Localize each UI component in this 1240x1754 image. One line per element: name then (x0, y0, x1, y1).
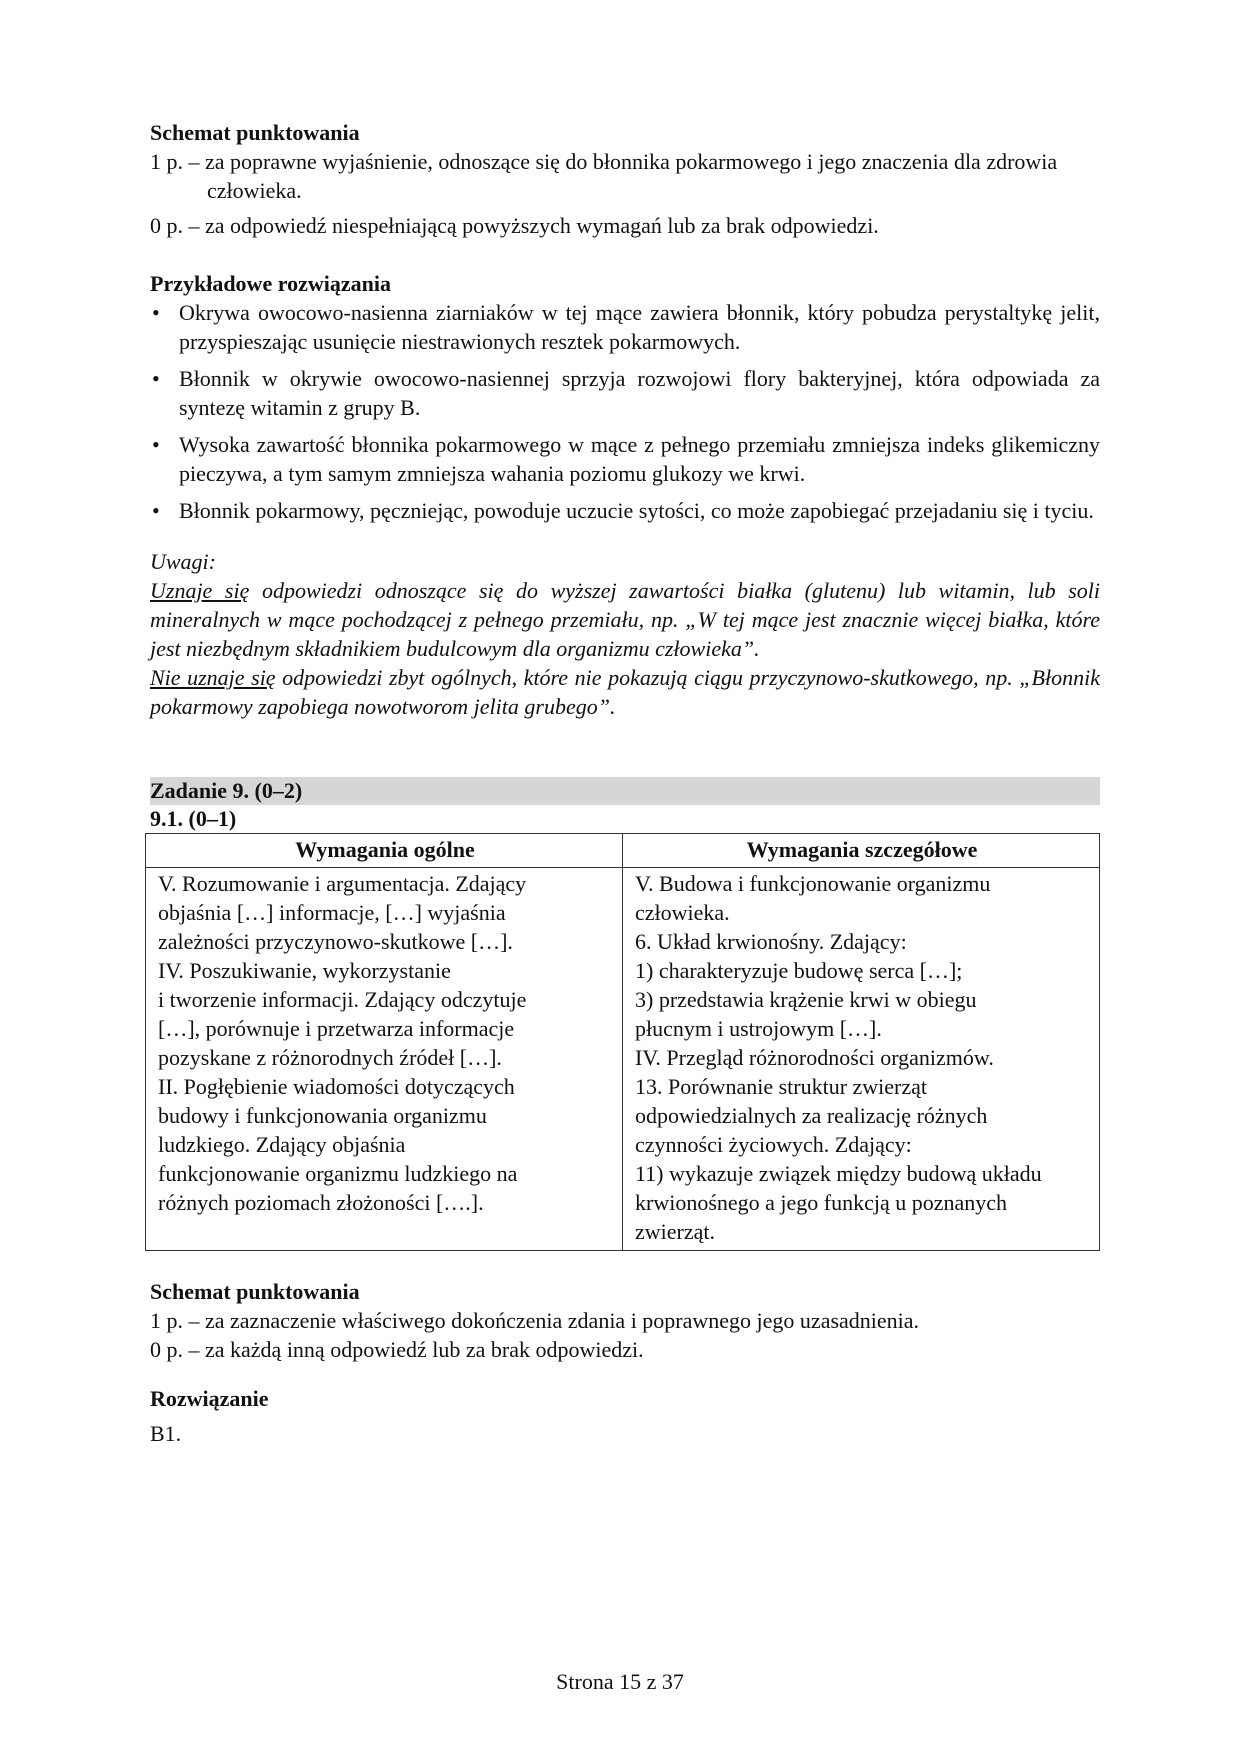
example-solutions-list (150, 298, 1100, 525)
header-detailed: Wymagania szczegółowe (623, 834, 1100, 868)
notes-block (150, 547, 1100, 721)
bullet-icon: • (152, 300, 160, 325)
cell-line: czynności życiowych. Zdający: (635, 1132, 912, 1157)
scoring-heading-2: Schemat punktowania (150, 1279, 360, 1304)
detailed-requirements-cell (623, 868, 1100, 1251)
cell-line: funkcjonowanie organizmu ludzkiego na (158, 1161, 518, 1186)
cell-line: 6. Układ krwionośny. Zdający: (635, 929, 907, 954)
cell-line: II. Pogłębienie wiadomości dotyczących (158, 1074, 515, 1099)
cell-line: odpowiedzialnych za realizację różnych (635, 1103, 988, 1128)
cell-line: V. Budowa i funkcjonowanie organizmu (635, 871, 991, 896)
cell-line: budowy i funkcjonowania organizmu (158, 1103, 487, 1128)
cell-line: […], porównuje i przetwarza informacje (158, 1016, 515, 1041)
scoring-line-1p: 1 p. – za poprawne wyjaśnienie, odnoszące się do błonnika pokarmowego i jego znaczenia dla zdrowia człowieka. (150, 149, 1058, 203)
cell-line: objaśnia […] informacje, […] wyjaśnia (158, 900, 506, 925)
table-header-row (146, 834, 1100, 868)
solution-heading: Rozwiązanie (150, 1386, 269, 1411)
cell-line: 1) charakteryzuje budowę serca […]; (635, 958, 963, 983)
list-item (150, 364, 1100, 422)
cell-line: IV. Poszukiwanie, wykorzystanie (158, 958, 451, 983)
cell-line: płucnym i ustrojowym […]. (635, 1016, 882, 1041)
cell-line: człowieka. (635, 900, 730, 925)
cell-line: zależności przyczynowo-skutkowe […]. (158, 929, 513, 954)
cell-line: pozyskane z różnorodnych źródeł […]. (158, 1045, 502, 1070)
notes-accepted (150, 576, 1100, 663)
cell-line: krwionośnego a jego funkcją u poznanych (635, 1190, 1008, 1215)
cell-line: i tworzenie informacji. Zdający odczytuje (158, 987, 527, 1012)
bullet-icon: • (152, 498, 160, 523)
bullet-icon: • (152, 366, 160, 391)
cell-line: 13. Porównanie struktur zwierząt (635, 1074, 928, 1099)
page-number: Strona 15 z 37 (556, 1669, 684, 1694)
list-item (150, 496, 1100, 525)
solution-answer: B1. (150, 1421, 182, 1446)
document-page (150, 118, 1100, 1448)
list-item-text: Wysoka zawartość błonnika pokarmowego w mące z pełnego przemiału zmniejsza indeks glikemiczny pieczywa, a tym samym zmniejsza wahania poziomu glukozy we krwi. (179, 432, 1100, 486)
list-item (150, 430, 1100, 488)
scoring-line-0p: 0 p. – za każdą inną odpowiedź lub za brak odpowiedzi. (150, 1337, 644, 1362)
accepted-label: Uznaje się (150, 578, 250, 603)
cell-line: ludzkiego. Zdający objaśnia (158, 1132, 406, 1157)
list-item-text: Okrywa owocowo-nasienna ziarniaków w tej mące zawiera błonnik, który pobudza perystaltykę jelit, przyspieszając usunięcie niestrawionych resztek pokarmowych. (179, 300, 1100, 354)
cell-line: 11) wykazuje związek między budową układu (635, 1161, 1042, 1186)
list-item-text: Błonnik w okrywie owocowo-nasiennej sprzyja rozwojowi flory bakteryjnej, która odpowiada za syntezę witamin z grupy B. (179, 366, 1100, 420)
list-item (150, 298, 1100, 356)
cell-line: IV. Przegląd różnorodności organizmów. (635, 1045, 994, 1070)
list-item-text: Błonnik pokarmowy, pęczniejąc, powoduje uczucie sytości, co może zapobiegać przejadaniu się i tyciu. (179, 498, 1094, 523)
cell-line: V. Rozumowanie i argumentacja. Zdający (158, 871, 527, 896)
header-general: Wymagania ogólne (146, 834, 623, 868)
rejected-text: odpowiedzi zbyt ogólnych, które nie pokazują ciągu przyczynowo-skutkowego, np. „Błonnik pokarmowy zapobiega nowotworom jelita grubego”. (150, 665, 1100, 719)
cell-line: różnych poziomach złożoności [….]. (158, 1190, 484, 1215)
requirements-table (145, 833, 1100, 1251)
example-solutions-heading: Przykładowe rozwiązania (150, 271, 391, 296)
task-subtitle: 9.1. (0–1) (150, 806, 237, 831)
cell-line: 3) przedstawia krążenie krwi w obiegu (635, 987, 977, 1012)
scoring-line-1p: 1 p. – za zaznaczenie właściwego dokończenia zdania i poprawnego jego uzasadnienia. (150, 1308, 920, 1333)
scoring-line-0p: 0 p. – za odpowiedź niespełniającą powyższych wymagań lub za brak odpowiedzi. (150, 213, 879, 238)
notes-rejected (150, 663, 1100, 721)
task-title: Zadanie 9. (0–2) (150, 777, 1100, 805)
scoring-heading: Schemat punktowania (150, 120, 360, 145)
general-requirements-cell (146, 868, 623, 1251)
rejected-label: Nie uznaje się (150, 665, 276, 690)
accepted-text: odpowiedzi odnoszące się do wyższej zawartości białka (glutenu) lub witamin, lub soli mineralnych w mące pochodzącej z pełnego przemiału, np. „W tej mące jest znacznie więcej białka, które jest niezbędnym składnikiem budulcowym dla organizmu człowieka”. (150, 578, 1101, 661)
cell-line: zwierząt. (635, 1219, 715, 1244)
table-row (146, 868, 1100, 1251)
bullet-icon: • (152, 432, 160, 457)
notes-heading: Uwagi: (150, 549, 216, 574)
